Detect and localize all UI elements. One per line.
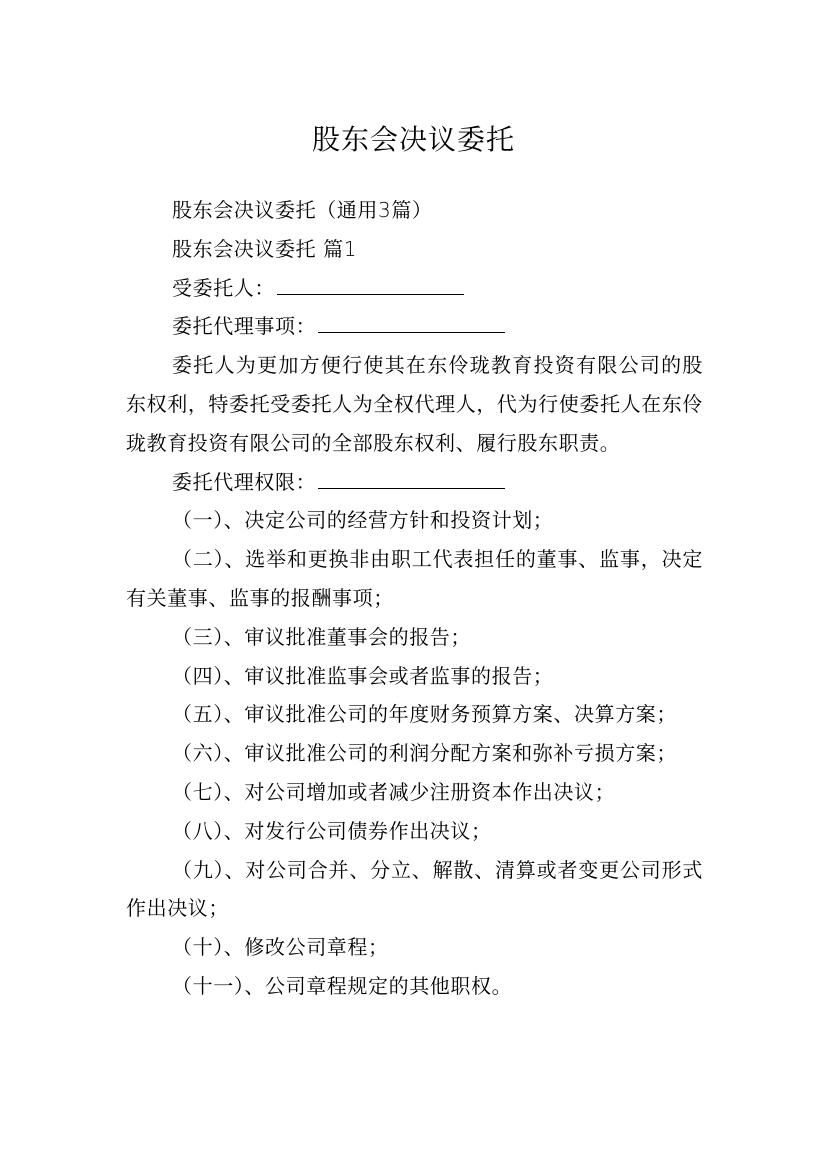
authority-item-4: （四）、审议批准监事会或者监事的报告； [172,663,554,688]
matter-blank-line [318,308,505,333]
authority-item-3: （三）、审议批准董事会的报告； [172,624,471,649]
document-subtitle: 股东会决议委托（通用3篇） [172,198,433,222]
authority-item-1: （一）、决定公司的经营方针和投资计划； [172,508,554,533]
authority-label: 委托代理权限： [172,469,317,494]
agent-line [126,269,703,308]
document-title: 股东会决议委托 [311,122,515,156]
document-body [126,191,703,1006]
authority-item-10: （十）、修改公司章程； [172,935,389,960]
agent-label: 受委托人： [172,275,275,300]
intro-paragraph: 委托人为更加方便行使其在东伶珑教育投资有限公司的股东权利，特委托受委托人为全权代理人，代为行使委托人在东伶珑教育投资有限公司的全部股东权利、履行股东职责。 [126,353,703,455]
authority-line [126,463,703,502]
authority-item-9: （九）、对公司合并、分立、解散、清算或者变更公司形式作出决议； [126,857,703,921]
authority-item-2: （二）、选举和更换非由职工代表担任的董事、监事，决定有关董事、监事的报酬事项； [126,547,703,610]
authority-item-5: （五）、审议批准公司的年度财务预算方案、决算方案； [172,702,677,727]
matter-line [126,307,703,346]
section-heading: 股东会决议委托 篇1 [172,236,358,261]
authority-item-6: （六）、审议批准公司的利润分配方案和弥补亏损方案； [172,741,677,766]
authority-item-11: （十一）、公司章程规定的其他职权。 [172,973,513,998]
agent-blank-line [277,270,464,295]
authority-item-8: （八）、对发行公司债券作出决议； [172,818,492,843]
matter-label: 委托代理事项： [172,314,317,339]
authority-item-7: （七）、对公司增加或者减少注册资本作出决议； [172,779,616,804]
authority-blank-line [318,464,505,489]
